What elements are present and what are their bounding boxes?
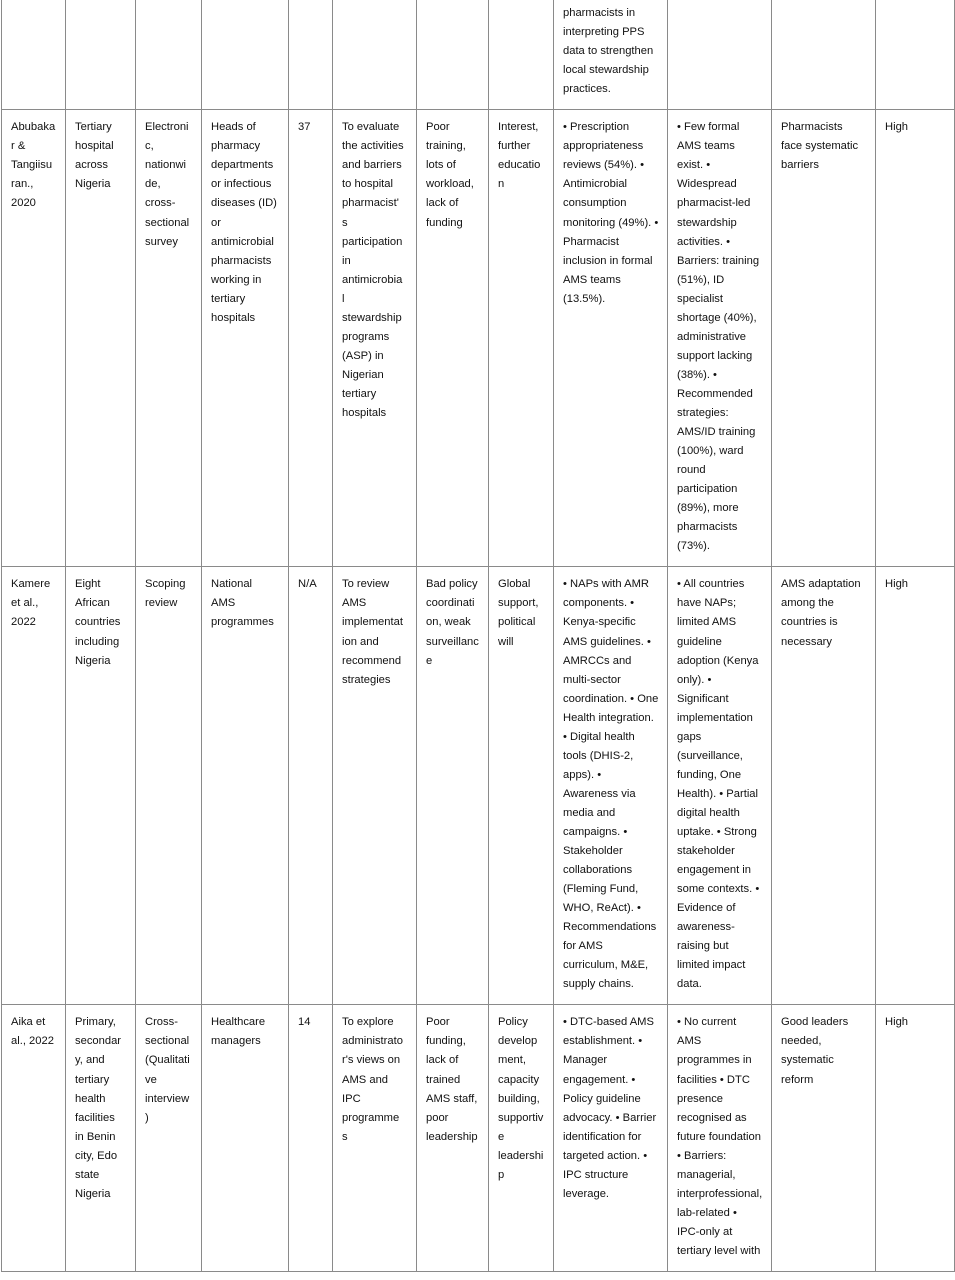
cell-text: To review AMS implementat ion and recommend strategies [342, 578, 403, 686]
facilitators-cell [489, 567, 554, 1005]
cell-text: Poor training, lots of workload, lack of funding [426, 121, 474, 229]
cell-text: Good leaders needed, systematic reform [781, 1016, 849, 1086]
objective-cell [333, 1005, 417, 1272]
setting-cell [66, 110, 136, 567]
setting-cell [66, 0, 136, 110]
cell-text: Global support, political will [498, 578, 539, 648]
conclusion-cell [772, 1005, 876, 1272]
interventions-cell [554, 567, 668, 1005]
cell-text: Eight African countries including Nigeria [75, 578, 121, 667]
objective-cell [333, 110, 417, 567]
cell-text: AMS adaptation among the countries is necessary [781, 578, 861, 648]
cell-text: Pharmacists face systematic barriers [781, 121, 859, 172]
cell-text: Cross- sectional (Qualitati ve interview ) [145, 1016, 190, 1124]
table-row [2, 0, 955, 110]
sample-size-cell [289, 110, 333, 567]
study-cell [2, 1005, 66, 1272]
conclusion-cell [772, 0, 876, 110]
cell-text: Kamere et al., 2022 [11, 578, 51, 629]
quality-cell [876, 0, 955, 110]
cell-text: Poor funding, lack of trained AMS staff, poor leadership [426, 1016, 478, 1143]
sample-size-cell [289, 1005, 333, 1272]
cell-text: Electroni c, nationwi de, cross- sectional survey [145, 121, 190, 248]
study-cell [2, 110, 66, 567]
table-row [2, 1005, 955, 1272]
barriers-cell [417, 110, 489, 567]
cell-text: To explore administrato r's views on AMS and IPC programme s [342, 1016, 403, 1143]
cell-text: High [885, 121, 909, 134]
cell-text: • All countries have NAPs; limited AMS guideline adoption (Kenya only). • Significant implementation gaps (surveillance, funding, One Health). • Partial digital health uptake. • Strong stakeholder engagement in some contexts. • Evidence of awareness- raising but limited impact data. [677, 578, 760, 991]
study-cell [2, 0, 66, 110]
study-cell [2, 567, 66, 1005]
cell-text: Bad policy coordinati on, weak surveillanc e [426, 578, 479, 667]
findings-cell [668, 567, 772, 1005]
design-cell [136, 1005, 202, 1272]
quality-cell [876, 1005, 955, 1272]
cell-text: • DTC-based AMS establishment. • Manager engagement. • Policy guideline advocacy. • Barrier identification for targeted action. • IPC structure leverage. [563, 1016, 657, 1200]
cell-text: To evaluate the activities and barriers to hospital pharmacist' s participation in antimicrobia l stewardship programs (ASP) in Nigerian tertiary hospitals [342, 121, 404, 419]
design-cell [136, 0, 202, 110]
cell-text: Interest, further educatio n [498, 121, 541, 191]
participants-cell [202, 567, 289, 1005]
cell-text: Aika et al., 2022 [11, 1016, 54, 1048]
facilitators-cell [489, 1005, 554, 1272]
cell-text: 37 [298, 121, 311, 134]
conclusion-cell [772, 110, 876, 567]
cell-text: 14 [298, 1016, 311, 1029]
objective-cell [333, 567, 417, 1005]
setting-cell [66, 1005, 136, 1272]
findings-cell [668, 1005, 772, 1272]
cell-text: • NAPs with AMR components. • Kenya-specific AMS guidelines. • AMRCCs and multi-sector coordination. • One Health integration. • Digital health tools (DHIS-2, apps). • Awareness via media and campaigns. • Stakeholder collaborations (Fleming Fund, WHO, ReAct). • Recommendations for AMS curriculum, M&E, supply chains. [563, 578, 659, 991]
facilitators-cell [489, 0, 554, 110]
quality-cell [876, 110, 955, 567]
sample-size-cell [289, 0, 333, 110]
evidence-table [1, 0, 955, 1272]
conclusion-cell [772, 567, 876, 1005]
cell-text: • No current AMS programmes in facilities • DTC presence recognised as future foundation • Barriers: managerial, interprofessional, lab-related • IPC-only at tertiary level with [677, 1016, 763, 1257]
design-cell [136, 567, 202, 1005]
table-row [2, 567, 955, 1005]
facilitators-cell [489, 110, 554, 567]
sample-size-cell [289, 567, 333, 1005]
cell-text: Policy develop ment, capacity building, supportiv e leadershi p [498, 1016, 544, 1181]
cell-text: Primary, secondar y, and tertiary health facilities in Benin city, Edo state Nigeria [75, 1016, 122, 1200]
table-body [2, 0, 955, 1272]
cell-text: High [885, 578, 909, 591]
cell-text: pharmacists in interpreting PPS data to strengthen local stewardship practices. [563, 7, 654, 96]
cell-text: N/A [298, 578, 317, 591]
cell-text: High [885, 1016, 909, 1029]
quality-cell [876, 567, 955, 1005]
findings-cell [668, 0, 772, 110]
participants-cell [202, 0, 289, 110]
cell-text: National AMS programmes [211, 578, 274, 629]
table-row [2, 110, 955, 567]
barriers-cell [417, 1005, 489, 1272]
participants-cell [202, 1005, 289, 1272]
interventions-cell [554, 1005, 668, 1272]
cell-text: Healthcare managers [211, 1016, 266, 1048]
interventions-cell [554, 0, 668, 110]
barriers-cell [417, 0, 489, 110]
interventions-cell [554, 110, 668, 567]
cell-text: Tertiary hospital across Nigeria [75, 121, 114, 191]
barriers-cell [417, 567, 489, 1005]
cell-text: • Prescription appropriateness reviews (54%). • Antimicrobial consumption monitoring (49%). • Pharmacist inclusion in formal AMS teams (13.5%). [563, 121, 659, 305]
design-cell [136, 110, 202, 567]
findings-cell [668, 110, 772, 567]
cell-text: Abubaka r & Tangiisu ran., 2020 [11, 121, 56, 210]
cell-text: • Few formal AMS teams exist. • Widespread pharmacist-led stewardship activities. • Barriers: training (51%), ID specialist shortage (40%), administrative support lacking (38%). • Recommended strategies: AMS/ID training (100%), ward round participation (89%), more pharmacists (73%). [677, 121, 760, 553]
cell-text: Heads of pharmacy departments or infectious diseases (ID) or antimicrobial pharmacists working in tertiary hospitals [211, 121, 277, 324]
participants-cell [202, 110, 289, 567]
objective-cell [333, 0, 417, 110]
setting-cell [66, 567, 136, 1005]
cell-text: Scoping review [145, 578, 186, 610]
